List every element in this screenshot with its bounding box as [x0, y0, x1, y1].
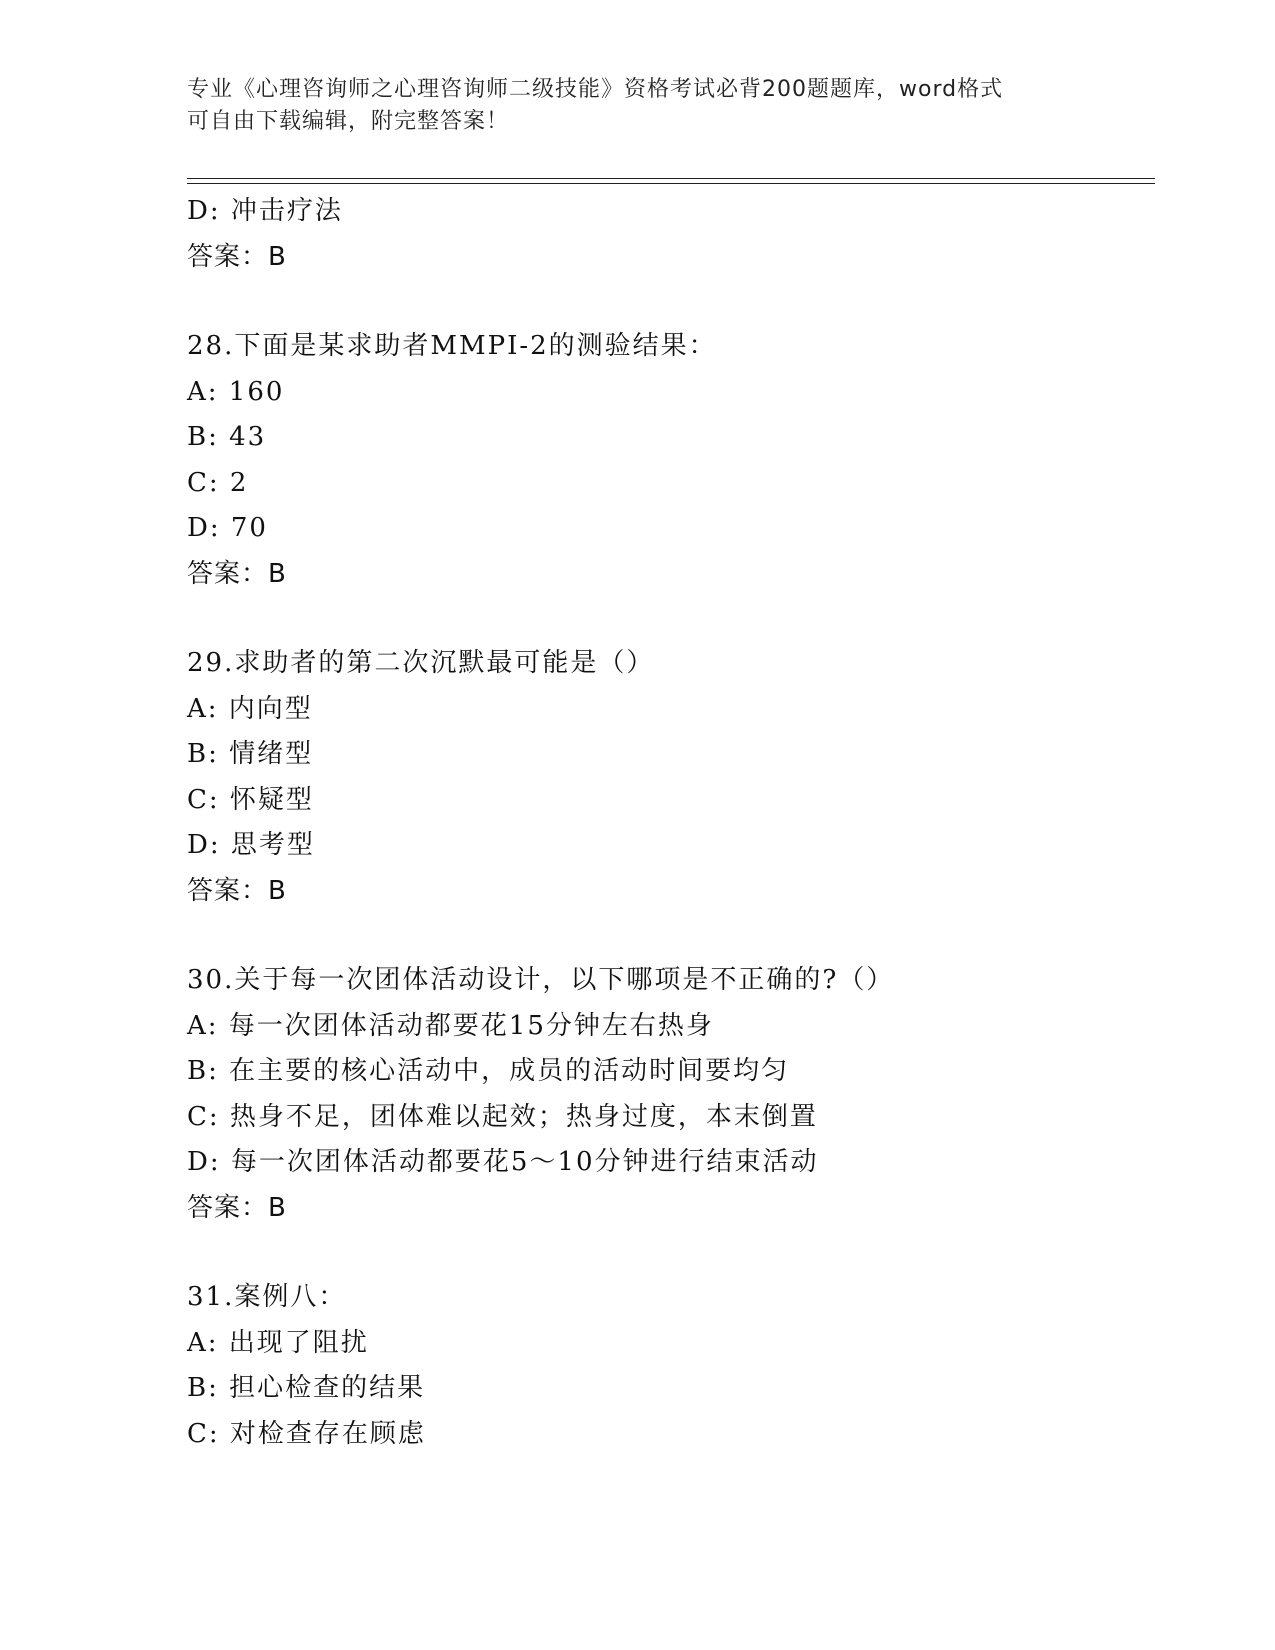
option-a: A: 出现了阻扰 — [187, 1327, 369, 1358]
option-b: B: 在主要的核心活动中，成员的活动时间要均匀 — [187, 1056, 790, 1086]
option-a: A: 每一次团体活动都要花15分钟左右热身 — [187, 1010, 714, 1041]
option-d: D: 思考型 — [187, 830, 315, 860]
option-d: D: 每一次团体活动都要花5～10分钟进行结束活动 — [187, 1147, 819, 1177]
answer-line: 答案：B — [187, 241, 287, 272]
option-a: A: 160 — [187, 376, 285, 407]
header-divider-top — [187, 178, 1155, 179]
question-block-previous — [187, 189, 1155, 280]
question-block-31 — [187, 1275, 1155, 1457]
option-c: C: 怀疑型 — [187, 784, 314, 815]
question-text: 29.求助者的第二次沉默最可能是（） — [187, 648, 655, 678]
answer-line: 答案：B — [187, 558, 287, 589]
header-line-1: 专业《心理咨询师之心理咨询师二级技能》资格考试必背200题题库，word格式 — [187, 77, 1004, 102]
option-d: D: 70 — [187, 513, 268, 543]
option-d: D: 冲击疗法 — [187, 196, 343, 226]
document-header — [187, 74, 1087, 138]
question-content — [187, 189, 1155, 1457]
question-block-29 — [187, 641, 1155, 914]
option-b: B: 情绪型 — [187, 739, 314, 769]
header-line-2: 可自由下载编辑，附完整答案！ — [187, 109, 510, 134]
option-a: A: 内向型 — [187, 693, 313, 724]
option-b: B: 担心检查的结果 — [187, 1373, 426, 1403]
question-block-30 — [187, 958, 1155, 1231]
question-text: 31.案例八： — [187, 1282, 347, 1312]
answer-line: 答案：B — [187, 1192, 287, 1223]
option-c: C: 对检查存在顾虑 — [187, 1418, 426, 1449]
header-divider-bottom — [187, 183, 1155, 184]
option-b: B: 43 — [187, 422, 267, 452]
answer-line: 答案：B — [187, 875, 287, 906]
question-text: 30.关于每一次团体活动设计，以下哪项是不正确的?（） — [187, 965, 895, 995]
option-c: C: 2 — [187, 467, 249, 498]
question-text: 28.下面是某求助者MMPI-2的测验结果： — [187, 331, 717, 361]
question-block-28 — [187, 324, 1155, 597]
option-c: C: 热身不足，团体难以起效；热身过度，本末倒置 — [187, 1101, 818, 1132]
